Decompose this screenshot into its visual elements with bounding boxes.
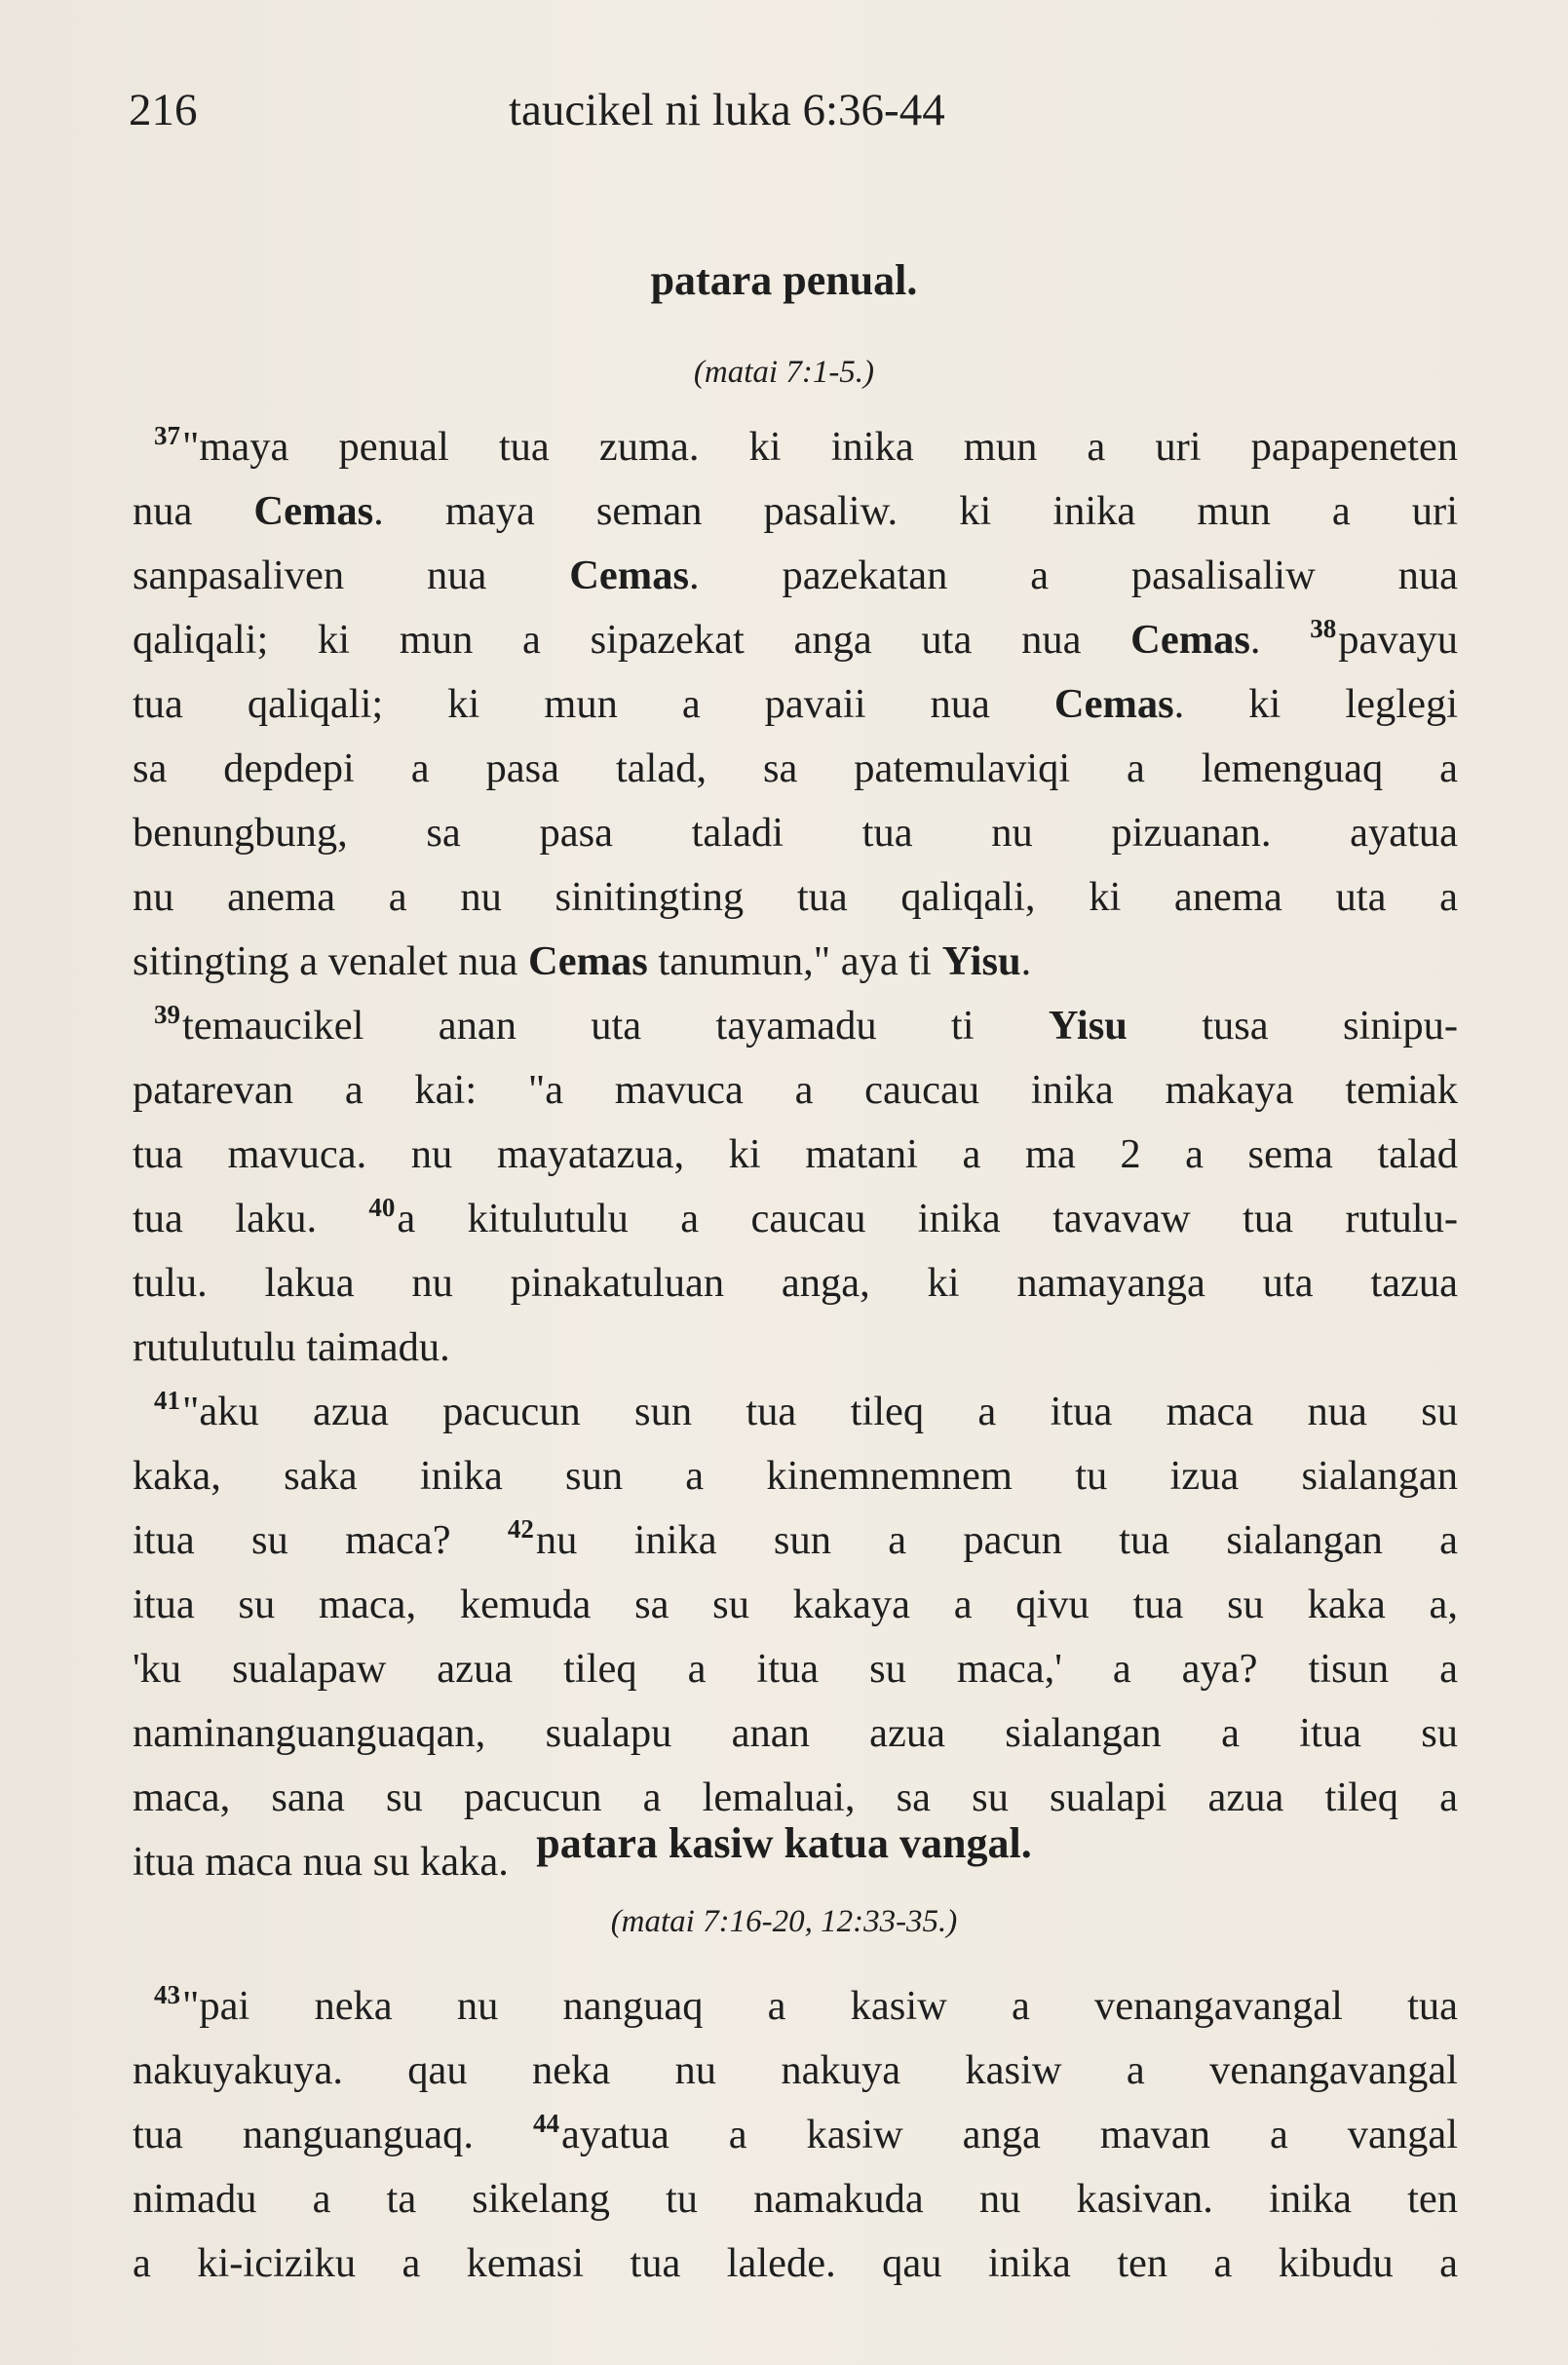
verse-number: 44 (532, 2109, 559, 2138)
bold-term-cemas: Cemas (1053, 681, 1174, 727)
bold-term-yisu: Yisu (1048, 1003, 1128, 1049)
section1-line: tua qaliqali; ki mun a pavaii nua Cemas. ki leglegi (133, 681, 1458, 727)
section-heading-2: patara kasiw katua vangal. (536, 1819, 1032, 1867)
section2-line: $^{43}$"pai neka nu nanguaq a kasiw a venangavangal tua (154, 1980, 1458, 2029)
verse-number: 41 (154, 1386, 180, 1415)
section1-line: itua su maca, kemuda sa su kakaya a qivu tua su kaka a, (133, 1582, 1458, 1627)
bold-term-yisu: Yisu (941, 938, 1021, 984)
section-body-2 (133, 1974, 1458, 2296)
bold-term-cemas: Cemas (569, 553, 689, 598)
verse-number: 39 (154, 1000, 180, 1029)
section1-line: patarevan a kai: "a mavuca a caucau inika makaya temiak (133, 1067, 1458, 1113)
verse-number: 42 (507, 1514, 534, 1544)
page-header (129, 84, 1454, 142)
section1-line: sa depdepi a pasa talad, sa patemulaviqi a lemenguaq a (133, 745, 1458, 791)
section1-line: sitingting a venalet nua Cemas tanumun," aya ti Yisu. (133, 938, 1032, 984)
section1-line: naminanguanguaqan, sualapu anan azua sialangan a itua su (133, 1710, 1458, 1756)
verse-number: 40 (368, 1193, 396, 1222)
section1-line: itua su maca? $^{42}$nu inika sun a pacun tua sialangan a (133, 1514, 1459, 1563)
section-reference-2: (matai 7:16-20, 12:33-35.) (610, 1904, 958, 1939)
section1-line: nua Cemas. maya seman pasaliw. ki inika mun a uri (133, 488, 1458, 534)
verse-number: 37 (154, 421, 180, 450)
section1-line: $^{39}$temaucikel anan uta tayamadu ti Yisu tusa sinipu- (154, 1000, 1458, 1049)
section1-line: tulu. lakua nu pinakatuluan anga, ki namayanga uta tazua (133, 1260, 1458, 1306)
section-heading-1: patara penual. (650, 256, 918, 304)
section-reference-1: (matai 7:1-5.) (693, 355, 875, 390)
page-number: 216 (129, 85, 198, 135)
section2-line: tua nanguanguaq. $^{44}$ayatua a kasiw anga mavan a vangal (133, 2109, 1459, 2157)
verse-number: 38 (1310, 614, 1337, 643)
section1-line: 'ku sualapaw azua tileq a itua su maca,' a aya? tisun a (133, 1646, 1458, 1692)
section2-line: a ki-iciziku a kemasi tua lalede. qau inika ten a kibudu a (133, 2240, 1458, 2286)
section1-line: nu anema a nu sinitingting tua qaliqali, ki anema uta a (133, 874, 1458, 920)
section2-line: nimadu a ta sikelang tu namakuda nu kasivan. inika ten (133, 2176, 1458, 2222)
section1-line: itua maca nua su kaka. (133, 1839, 509, 1885)
section1-line: tua laku. $^{40}$a kitulutulu a caucau inika tavavaw tua rutulu- (133, 1193, 1458, 1241)
section1-line: $^{37}$"maya penual tua zuma. ki inika mun a uri papapeneten (154, 421, 1458, 470)
section1-line: tua mavuca. nu mayatazua, ki matani a ma 2 a sema talad (133, 1131, 1458, 1177)
verse-number: 43 (154, 1980, 180, 2009)
bold-term-cemas: Cemas (528, 938, 648, 984)
section1-line: $^{41}$"aku azua pacucun sun tua tileq a itua maca nua su (154, 1386, 1458, 1434)
section1-line: kaka, saka inika sun a kinemnemnem tu izua sialangan (133, 1453, 1458, 1499)
section2-line: nakuyakuya. qau neka nu nakuya kasiw a venangavangal (133, 2047, 1458, 2093)
section1-line: rutulutulu taimadu. (133, 1324, 450, 1370)
bold-term-cemas: Cemas (1130, 617, 1250, 663)
section1-line: maca, sana su pacucun a lemaluai, sa su sualapi azua tileq a (133, 1774, 1458, 1820)
section1-line: qaliqali; ki mun a sipazekat anga uta nua Cemas. $^{38}$pavayu (133, 614, 1459, 663)
running-head: taucikel ni luka 6:36-44 (509, 85, 945, 135)
section-body-1 (133, 415, 1458, 1894)
section1-line: benungbung, sa pasa taladi tua nu pizuanan. ayatua (133, 810, 1458, 856)
section1-line: sanpasaliven nua Cemas. pazekatan a pasalisaliw nua (133, 553, 1458, 598)
bold-term-cemas: Cemas (253, 488, 374, 534)
